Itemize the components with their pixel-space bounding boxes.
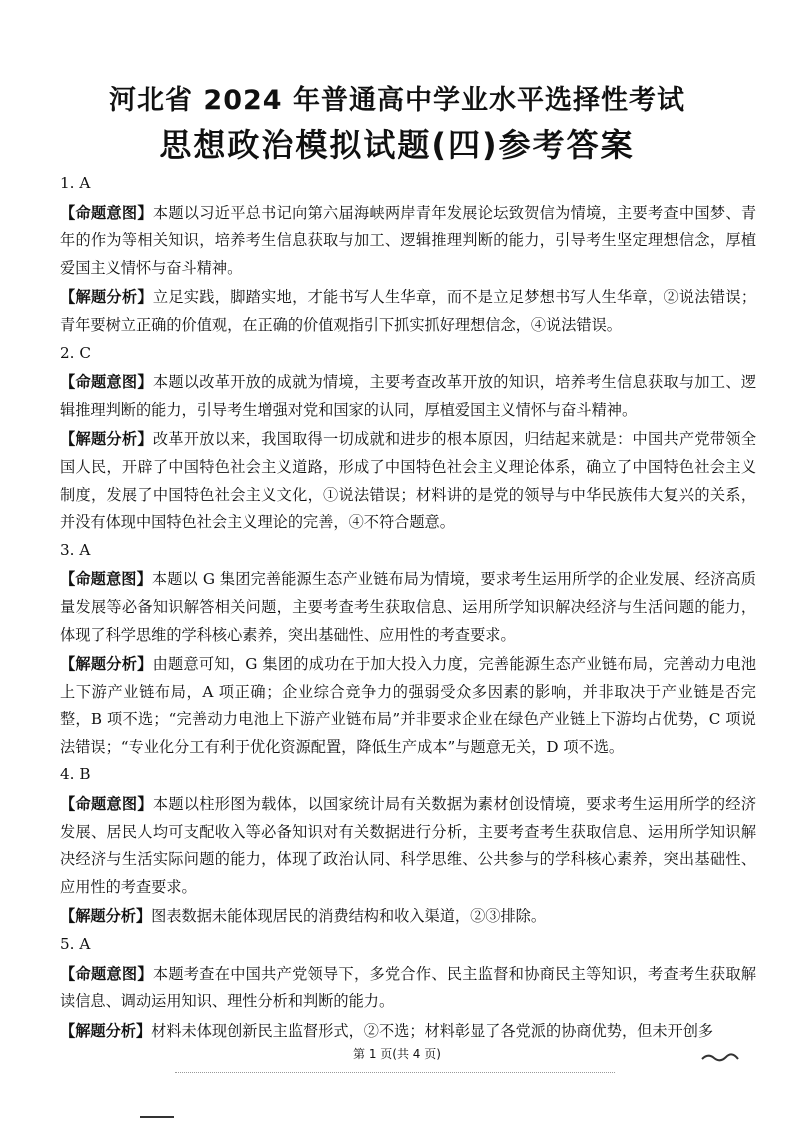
section-text: 本题以习近平总书记向第六届海峡两岸青年发展论坛致贺信为情境，主要考查中国梦、青年的作为等相关知识，培养考生信息获取与加工、逻辑推理判断的能力，引导考生坚定理想信念，厚植爱国主义情怀与奋斗精神。 [60,203,757,277]
section-label: 【解题分析】 [60,430,153,449]
section-text: 改革开放以来，我国取得一切成就和进步的根本原因，归结起来就是：中国共产党带领全国人民，开辟了中国特色社会主义道路，形成了中国特色社会主义理论体系，确立了中国特色社会主义制度，发展了中国特色社会主义文化，①说法错误；材料讲的是党的领导与中华民族伟大复兴的关系，并没有体现中国特色社会主义理论的完善，④不符合题意。 [60,430,757,532]
section-text: 立足实践，脚踏实地，才能书写人生华章，而不是立足梦想书写人生华章，②说法错误；青年要树立正确的价值观，在正确的价值观指引下抓实抓好理想信念，④说法错误。 [60,288,757,334]
question-section [60,566,756,649]
section-text: 本题以柱形图为载体，以国家统计局有关数据为素材创设情境，要求考生运用所学的经济发展、居民人均可支配收入等必备知识对有关数据进行分析，主要考查考生获取信息、运用所学知识解决经济与生活实际问题的能力，体现了政治认同、科学思维、公共参与的学科核心素养，突出基础性、应用性的考查要求。 [60,795,757,896]
section-label: 【命题意图】 [60,570,152,589]
question-1 [60,170,756,340]
question-number: 4. B [60,765,91,784]
section-text: 图表数据未能体现居民的消费结构和收入渠道，②③排除。 [151,907,546,926]
question-section [60,651,756,761]
section-text: 本题以改革开放的成就为情境，主要考查改革开放的知识，培养考生信息获取与加工、逻辑推理判断的能力，引导考生增强对党和国家的认同，厚植爱国主义情怀与奋斗精神。 [60,373,757,419]
question-2 [60,340,756,537]
answer-title: 思想政治模拟试题(四)参考答案 [159,126,635,164]
question-number: 1. A [60,174,91,192]
section-label: 【解题分析】 [60,1021,152,1040]
section-label: 【命题意图】 [60,203,153,222]
section-text: 材料未体现创新民主监督形式，②不选；材料彰显了各党派的协商优势，但未开创多 [151,1021,714,1040]
section-text: 本题考查在中国共产党领导下，多党合作、民主监督和协商民主等知识，考查考生获取解读信息、调动运用知识、理性分析和判断的能力。 [60,964,757,1011]
question-3 [60,537,756,762]
question-number: 3. A [60,540,91,559]
question-section [60,791,756,901]
page-footer: 第 1 页(共 4 页) [353,1047,441,1061]
question-5 [60,931,756,1045]
question-section [60,903,756,931]
question-section [60,426,756,536]
section-label: 【解题分析】 [60,288,153,307]
question-4 [60,761,756,931]
scan-mark-icon [700,1050,740,1064]
section-text: 由题意可知，G 集团的成功在于加大投入力度，完善能源生态产业链布局，完善动力电池上下游产业链布局，A 项正确；企业综合竞争力的强弱受众多因素的影响，并非取决于产业链是否完整，B 项不选；“完善动力电池上下游产业链布局”并非要求企业在绿色产业链上下游均占优势，C 项说法错误；“专业化分工有利于优化资源配置，降低生产成本”与题意无关，D 项不选。 [60,655,757,756]
question-number: 2. C [60,343,91,362]
section-text: 本题以 G 集团完善能源生态产业链布局为情境，要求考生运用所学的企业发展、经济高质量发展等必备知识解答相关问题，主要考查考生获取信息、运用所学知识解决经济与生活问题的能力，体现了科学思维的学科核心素养，突出基础性、应用性的考查要求。 [60,570,756,644]
answer-content [60,170,756,1045]
question-section [60,200,756,283]
question-section [60,961,756,1016]
section-label: 【解题分析】 [60,655,153,674]
question-number: 5. A [60,935,91,954]
exam-title: 河北省 2024 年普通高中学业水平选择性考试 [109,85,685,116]
bottom-mark [140,1116,174,1118]
question-section [60,1018,756,1046]
question-section [60,369,756,424]
section-label: 【命题意图】 [60,964,153,983]
section-label: 【命题意图】 [60,373,153,392]
section-label: 【解题分析】 [60,907,152,926]
question-section [60,284,756,339]
footer-divider [175,1072,615,1073]
section-label: 【命题意图】 [60,795,153,814]
